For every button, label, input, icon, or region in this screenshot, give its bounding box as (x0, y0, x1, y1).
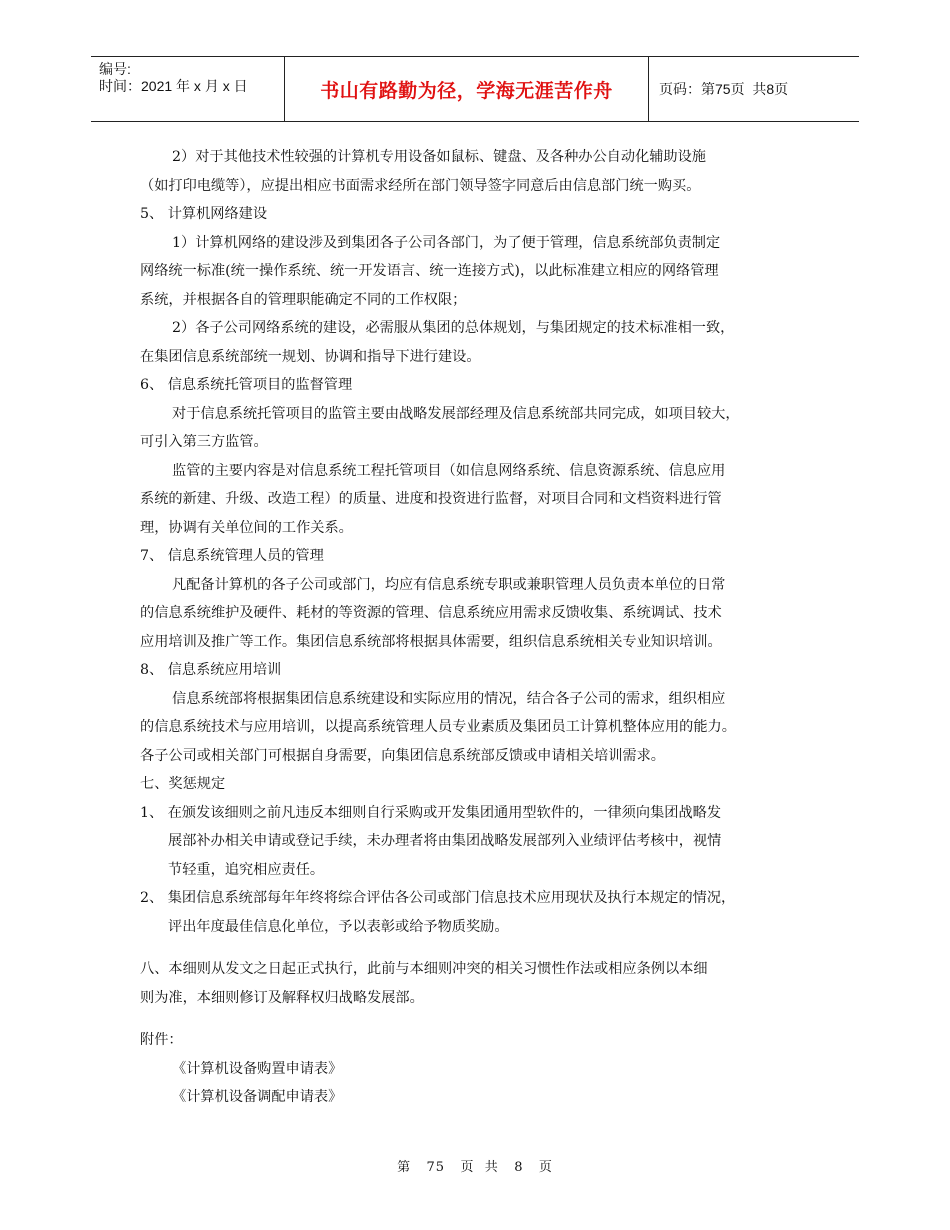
section-heading: 8、 信息系统应用培训 (140, 662, 282, 678)
list-item-line: 2、 集团信息系统部每年年终将综合评估各公司或部门信息技术应用现状及执行本规定的情况， (140, 890, 736, 906)
page-mid: 页 共 (730, 81, 767, 97)
paragraph-line: 2）各子公司网络系统的建设，必需服从集团的总体规划，与集团规定的技术标准相一致， (172, 320, 735, 336)
paragraph-line: 凡配备计算机的各子公司或部门，均应有信息系统专职或兼职管理人员负责本单位的日常 (172, 576, 726, 593)
footer-mid: 页 共 (460, 1160, 499, 1175)
page-number: 75 (715, 81, 731, 97)
list-item-line: 节轻重，追究相应责任。 (168, 861, 325, 878)
section-heading: 7、 信息系统管理人员的管理 (140, 548, 324, 564)
paragraph-line: 系统的新建、升级、改造工程）的质量、进度和投资进行监督，对项目合同和文档资料进行管 (140, 491, 722, 507)
document-number-label: 编号: (99, 61, 131, 77)
list-item-line: 展部补办相关申请或登记手续，未办理者将由集团战略发展部列入业绩评估考核中，视情 (168, 833, 722, 849)
paragraph-line: 网络统一标准(统一操作系统、统一开发语言、统一连接方式)，以此标准建立相应的网络管理 (140, 263, 719, 279)
paragraph-line: 应用培训及推广等工作。集团信息系统部将根据具体需要，组织信息系统相关专业知识培训。 (140, 633, 722, 650)
page-prefix: 页码：第 (659, 81, 715, 97)
page-footer (0, 1156, 950, 1175)
footer-total: 8 (514, 1160, 524, 1175)
footer-page-number: 75 (426, 1160, 446, 1175)
paragraph-line: 的信息系统技术与应用培训，以提高系统管理人员专业素质及集团员工计算机整体应用的能力。 (140, 719, 736, 735)
document-body (140, 143, 820, 1112)
paragraph-line: 可引入第三方监管。 (140, 434, 268, 450)
chapter-heading: 八、本细则从发文之日起正式执行，此前与本细则冲突的相关习惯性作法或相应条例以本细 (140, 961, 708, 977)
paragraph-line: 2）对于其他技术性较强的计算机专用设备如鼠标、键盘、及各种办公自动化辅助设施 (172, 149, 706, 165)
attachment-item: 《计算机设备调配申请表》 (172, 1089, 343, 1105)
attachment-label: 附件： (140, 1032, 183, 1048)
paragraph-line: 理，协调有关单位间的工作关系。 (140, 519, 353, 536)
paragraph-line: 对于信息系统托管项目的监管主要由战略发展部经理及信息系统部共同完成，如项目较大， (172, 405, 740, 422)
paragraph-line: 1）计算机网络的建设涉及到集团各子公司各部门，为了便于管理，信息系统部负责制定 (172, 234, 721, 251)
section-heading: 5、 计算机网络建设 (140, 206, 268, 222)
paragraph-line: （如打印电缆等），应提出相应书面需求经所在部门领导签字同意后由信息部门统一购买。 (140, 177, 701, 194)
header-meta (91, 57, 285, 121)
spacer (140, 941, 820, 955)
attachment-item: 《计算机设备购置申请表》 (172, 1060, 343, 1077)
page-suffix: 页 (774, 81, 789, 97)
paragraph-line: 系统，并根据各自的管理职能确定不同的工作权限； (140, 291, 467, 308)
paragraph-line: 在集团信息系统部统一规划、协调和指导下进行建设。 (140, 348, 481, 365)
list-item-line: 评出年度最佳信息化单位，予以表彰或给予物质奖励。 (168, 918, 509, 935)
paragraph-line: 的信息系统维护及硬件、耗材的等资源的管理、信息系统应用需求反馈收集、系统调试、技术 (140, 605, 722, 621)
footer-suffix: 页 (538, 1160, 553, 1175)
list-item-line: 1、 在颁发该细则之前凡违反本细则自行采购或开发集团通用型软件的，一律须向集团战略发 (140, 804, 722, 821)
paragraph-line: 监管的主要内容是对信息系统工程托管项目（如信息网络系统、信息资源系统、信息应用 (172, 462, 726, 479)
header-motto-cell (285, 57, 649, 121)
section-heading: 6、 信息系统托管项目的监督管理 (140, 377, 353, 393)
page-total: 8 (766, 81, 775, 97)
footer-prefix: 第 (397, 1160, 412, 1175)
spacer (140, 1012, 820, 1026)
document-date: 时间：2021 年 x 月 x 日 (99, 78, 248, 94)
motto-text: 书山有路勤为径，学海无涯苦作舟 (320, 79, 613, 102)
page-header (91, 56, 859, 122)
paragraph-line: 各子公司或相关部门可根据自身需要，向集团信息系统部反馈或申请相关培训需求。 (140, 747, 665, 764)
chapter-heading: 七、奖惩规定 (140, 776, 226, 792)
paragraph-line: 信息系统部将根据集团信息系统建设和实际应用的情况，结合各子公司的需求，组织相应 (172, 690, 726, 707)
paragraph-line: 则为准，本细则修订及解释权归战略发展部。 (140, 989, 424, 1006)
header-page-info (649, 57, 859, 121)
